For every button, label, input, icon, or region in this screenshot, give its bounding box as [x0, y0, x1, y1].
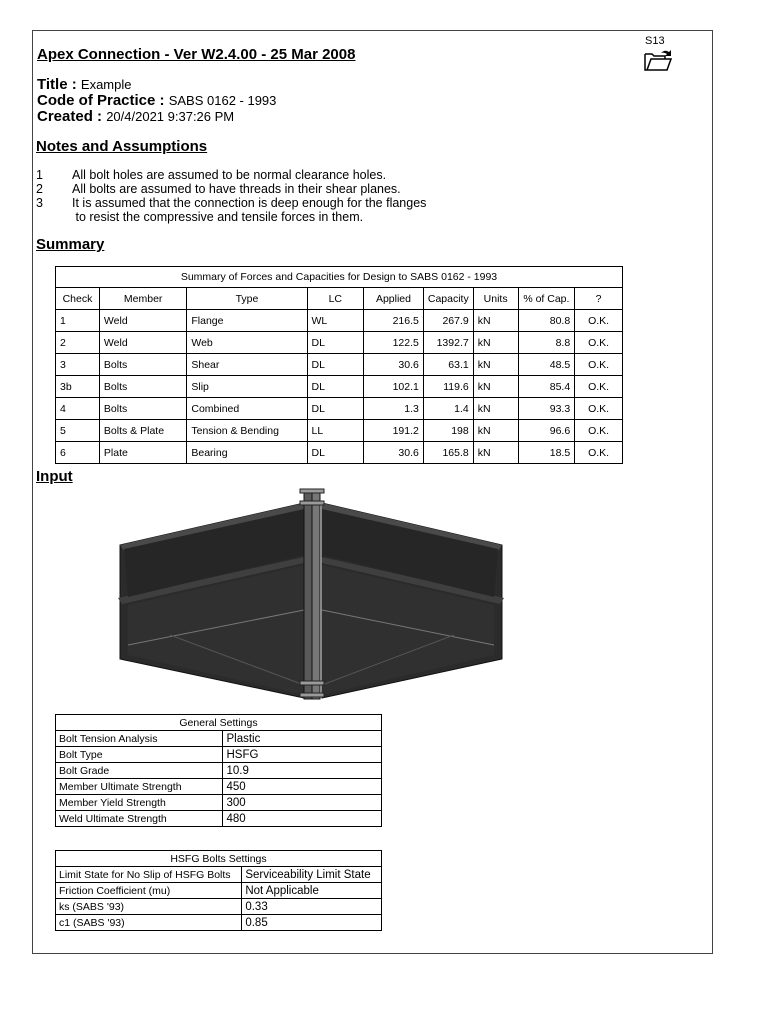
setting-value: Serviceability Limit State [242, 867, 382, 883]
lc-cell: DL [307, 442, 364, 464]
column-header: ? [575, 288, 623, 310]
setting-label: ks (SABS '93) [56, 899, 242, 915]
member-cell: Bolts [99, 398, 186, 420]
meta-title [37, 76, 131, 93]
setting-value: 450 [223, 779, 382, 795]
units-cell: kN [473, 310, 518, 332]
column-header: Applied [364, 288, 424, 310]
setting-value: 0.33 [242, 899, 382, 915]
title-label: Title : [37, 76, 77, 93]
capacity-cell: 119.6 [423, 376, 473, 398]
table-row [56, 354, 623, 376]
note-item [36, 182, 426, 196]
units-cell: kN [473, 376, 518, 398]
status-cell: O.K. [575, 420, 623, 442]
note-text: It is assumed that the connection is deep enough for the flanges [72, 196, 427, 210]
lc-cell: DL [307, 376, 364, 398]
lc-cell: DL [307, 332, 364, 354]
meta-code [37, 92, 276, 109]
lc-cell: DL [307, 398, 364, 420]
setting-label: c1 (SABS '93) [56, 915, 242, 931]
meta-created [37, 108, 234, 125]
applied-cell: 1.3 [364, 398, 424, 420]
status-cell: O.K. [575, 310, 623, 332]
code-value: SABS 0162 - 1993 [168, 93, 277, 108]
created-label: Created : [37, 108, 103, 125]
setting-value: 300 [223, 795, 382, 811]
table-row [56, 442, 623, 464]
report-title: Apex Connection - Ver W2.4.00 - 25 Mar 2008 [37, 46, 356, 63]
summary-table [55, 266, 623, 464]
apex-connection-3d-model [110, 485, 510, 708]
member-cell: Bolts & Plate [99, 420, 186, 442]
capacity-cell: 198 [423, 420, 473, 442]
check-cell: 3b [56, 376, 100, 398]
member-cell: Plate [99, 442, 186, 464]
table-row [56, 731, 382, 747]
notes-list [36, 168, 426, 224]
page-code: S13 [645, 35, 665, 47]
created-value: 20/4/2021 9:37:26 PM [106, 109, 235, 124]
check-cell: 3 [56, 354, 100, 376]
note-number: 3 [36, 196, 43, 210]
setting-label: Bolt Type [56, 747, 223, 763]
table-row [56, 310, 623, 332]
table-row [56, 811, 382, 827]
general-settings-caption: General Settings [56, 715, 382, 731]
hsfg-settings-caption: HSFG Bolts Settings [56, 851, 382, 867]
member-cell: Weld [99, 332, 186, 354]
type-cell: Flange [187, 310, 307, 332]
applied-cell: 216.5 [364, 310, 424, 332]
setting-value: Plastic [223, 731, 382, 747]
table-row [56, 883, 382, 899]
member-cell: Weld [99, 310, 186, 332]
check-cell: 1 [56, 310, 100, 332]
column-header: Units [473, 288, 518, 310]
table-row [56, 899, 382, 915]
setting-value: HSFG [223, 747, 382, 763]
setting-label: Weld Ultimate Strength [56, 811, 223, 827]
type-cell: Shear [187, 354, 307, 376]
hsfg-settings-table [55, 850, 382, 931]
member-cell: Bolts [99, 376, 186, 398]
setting-value: 480 [223, 811, 382, 827]
percent-cell: 8.8 [518, 332, 575, 354]
applied-cell: 191.2 [364, 420, 424, 442]
member-cell: Bolts [99, 354, 186, 376]
check-cell: 4 [56, 398, 100, 420]
percent-cell: 80.8 [518, 310, 575, 332]
setting-label: Bolt Tension Analysis [56, 731, 223, 747]
capacity-cell: 165.8 [423, 442, 473, 464]
setting-label: Bolt Grade [56, 763, 223, 779]
capacity-cell: 1.4 [423, 398, 473, 420]
table-row [56, 420, 623, 442]
note-item [36, 196, 426, 210]
type-cell: Combined [187, 398, 307, 420]
note-item [36, 210, 426, 224]
column-header: Type [187, 288, 307, 310]
check-cell: 6 [56, 442, 100, 464]
status-cell: O.K. [575, 332, 623, 354]
applied-cell: 102.1 [364, 376, 424, 398]
percent-cell: 18.5 [518, 442, 575, 464]
check-cell: 5 [56, 420, 100, 442]
summary-header-row [56, 288, 623, 310]
type-cell: Slip [187, 376, 307, 398]
percent-cell: 96.6 [518, 420, 575, 442]
setting-label: Friction Coefficient (mu) [56, 883, 242, 899]
percent-cell: 85.4 [518, 376, 575, 398]
column-header: Capacity [423, 288, 473, 310]
summary-caption: Summary of Forces and Capacities for Design to SABS 0162 - 1993 [56, 267, 623, 288]
table-row [56, 763, 382, 779]
type-cell: Web [187, 332, 307, 354]
setting-label: Limit State for No Slip of HSFG Bolts [56, 867, 242, 883]
table-row [56, 779, 382, 795]
applied-cell: 30.6 [364, 354, 424, 376]
note-text: to resist the compressive and tensile forces in them. [72, 210, 364, 224]
table-row [56, 398, 623, 420]
setting-label: Member Ultimate Strength [56, 779, 223, 795]
units-cell: kN [473, 332, 518, 354]
table-row [56, 915, 382, 931]
table-row [56, 795, 382, 811]
lc-cell: WL [307, 310, 364, 332]
title-value: Example [80, 77, 132, 92]
column-header: Member [99, 288, 186, 310]
units-cell: kN [473, 442, 518, 464]
column-header: % of Cap. [518, 288, 575, 310]
type-cell: Tension & Bending [187, 420, 307, 442]
status-cell: O.K. [575, 398, 623, 420]
input-heading: Input [36, 468, 73, 485]
capacity-cell: 63.1 [423, 354, 473, 376]
applied-cell: 30.6 [364, 442, 424, 464]
table-row [56, 376, 623, 398]
note-text: All bolts are assumed to have threads in their shear planes. [72, 182, 401, 196]
setting-label: Member Yield Strength [56, 795, 223, 811]
applied-cell: 122.5 [364, 332, 424, 354]
capacity-cell: 1392.7 [423, 332, 473, 354]
notes-heading: Notes and Assumptions [36, 138, 208, 155]
status-cell: O.K. [575, 376, 623, 398]
note-number: 1 [36, 168, 43, 182]
folder-open-icon[interactable] [643, 48, 673, 77]
setting-value: 10.9 [223, 763, 382, 779]
status-cell: O.K. [575, 354, 623, 376]
percent-cell: 48.5 [518, 354, 575, 376]
setting-value: 0.85 [242, 915, 382, 931]
general-settings-table [55, 714, 382, 827]
status-cell: O.K. [575, 442, 623, 464]
lc-cell: DL [307, 354, 364, 376]
percent-cell: 93.3 [518, 398, 575, 420]
check-cell: 2 [56, 332, 100, 354]
setting-value: Not Applicable [242, 883, 382, 899]
code-label: Code of Practice : [37, 92, 165, 109]
lc-cell: LL [307, 420, 364, 442]
column-header: Check [56, 288, 100, 310]
table-row [56, 867, 382, 883]
table-row [56, 747, 382, 763]
units-cell: kN [473, 398, 518, 420]
note-text: All bolt holes are assumed to be normal clearance holes. [72, 168, 387, 182]
note-item [36, 168, 426, 182]
capacity-cell: 267.9 [423, 310, 473, 332]
summary-heading: Summary [36, 236, 105, 253]
column-header: LC [307, 288, 364, 310]
table-row [56, 332, 623, 354]
note-number: 2 [36, 182, 43, 196]
units-cell: kN [473, 354, 518, 376]
type-cell: Bearing [187, 442, 307, 464]
units-cell: kN [473, 420, 518, 442]
note-number [36, 210, 72, 224]
